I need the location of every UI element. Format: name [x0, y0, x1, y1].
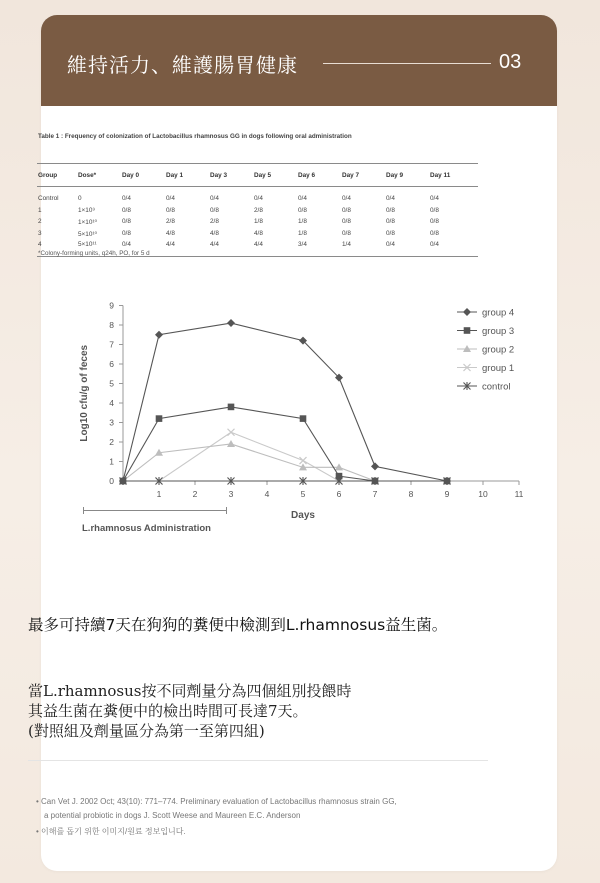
x-tick-label: 2: [192, 489, 198, 499]
table-cell: 0/8: [122, 206, 131, 214]
series-group-1: [120, 429, 451, 485]
data-point: [371, 462, 379, 470]
y-tick-label: 3: [109, 417, 114, 428]
y-tick-label: 9: [109, 300, 114, 311]
table-cell: 0/4: [430, 241, 439, 248]
table-cell: 2: [38, 218, 42, 225]
reference-line-3: • 이해를 돕기 위한 이미지/원료 정보입니다.: [36, 827, 186, 836]
data-point: [300, 415, 307, 422]
x-tick-label: 11: [514, 489, 524, 499]
reference-line-2: a potential probiotic in dogs J. Scott Weese and Maureen E.C. Anderson: [44, 811, 301, 820]
data-point: [372, 478, 379, 485]
table-cell: 0/8: [298, 206, 307, 214]
table-cell: 0/8: [122, 218, 131, 225]
body-line-2: 其益生菌在糞便中的檢出時間可長達7天。: [28, 702, 308, 720]
administration-bracket: [83, 510, 227, 511]
y-tick-label: 6: [109, 359, 114, 369]
y-tick-label: 4: [109, 398, 114, 408]
y-tick-label: 5: [109, 378, 114, 389]
table-header-cell: Day 1: [166, 172, 184, 179]
table-header-rule: [37, 186, 478, 187]
legend-item: [457, 382, 511, 393]
body-line-1: 當L.rhamnosus按不同劑量分為四個組別投餵時: [28, 682, 352, 700]
table-top-rule: [37, 163, 478, 164]
legend-item: [457, 326, 514, 337]
x-tick-label: 3: [228, 489, 234, 499]
colonization-line-chart: [0, 280, 600, 530]
body-line-3: (對照組及劑量區分為第一至第四組): [28, 722, 265, 740]
table-cell: 0/8: [386, 206, 395, 214]
table-cell: 3: [38, 229, 42, 237]
table-cell: 0/8: [122, 229, 131, 237]
table-header-cell: Group: [38, 172, 58, 179]
data-point: [227, 440, 235, 447]
x-tick-label: 1: [156, 489, 162, 499]
table-cell: 0/8: [386, 229, 395, 237]
table-cell: 3/4: [298, 241, 307, 248]
table-cell: 0/8: [210, 206, 219, 214]
table-cell: 1: [38, 206, 42, 214]
administration-bracket-start: [83, 507, 84, 514]
x-tick-label: 6: [336, 489, 342, 499]
table-cell: 0/4: [210, 195, 219, 202]
headline: 最多可持續7天在狗狗的糞便中檢測到L.rhamnosus益生菌。: [28, 616, 448, 634]
x-axis-label: Days: [291, 510, 315, 521]
table-cell: 4/8: [166, 229, 175, 237]
x-tick-label: 8: [408, 489, 414, 499]
data-point: [227, 319, 235, 327]
legend-label: group 1: [482, 363, 515, 374]
series-group-4: [119, 319, 451, 485]
table-cell: 1/8: [298, 218, 307, 225]
series-line: [123, 432, 447, 481]
y-tick-label: 2: [109, 437, 114, 447]
table-cell: 4/8: [254, 229, 263, 237]
table-cell: 4: [38, 241, 42, 248]
data-point: [300, 457, 307, 464]
data-point: [336, 473, 343, 480]
table-cell: 0/4: [122, 241, 131, 248]
table-cell: 0/8: [386, 218, 395, 225]
series-group-2: [119, 440, 451, 484]
legend-marker: [463, 308, 471, 316]
legend-label: group 4: [482, 307, 515, 319]
table-cell: 1/4: [342, 241, 351, 248]
table-header-cell: Day 6: [298, 172, 316, 179]
table-cell: 5×10¹¹: [78, 241, 97, 248]
section-title: 維持活力、維護腸胃健康: [67, 53, 298, 77]
table-header-cell: Day 0: [122, 172, 140, 179]
y-tick-label: 0: [109, 476, 114, 486]
series-line: [123, 323, 447, 481]
table-cell: 2/8: [210, 218, 219, 225]
legend-item: [457, 308, 514, 319]
y-tick-label: 1: [109, 456, 114, 467]
x-tick-label: 4: [264, 489, 270, 499]
table-cell: 4/4: [210, 241, 219, 248]
table-cell: 0/4: [166, 195, 175, 202]
x-tick-label: 9: [444, 489, 450, 499]
data-point: [155, 331, 163, 339]
series-line: [123, 407, 447, 481]
table-cell: 0/8: [166, 206, 175, 214]
legend-label: control: [482, 381, 511, 393]
table-cell: 0/4: [298, 195, 307, 202]
table-header-cell: Day 5: [254, 172, 272, 179]
table-cell: 0/4: [386, 241, 395, 248]
table-cell: 0/4: [386, 195, 395, 202]
table-cell: 0/8: [342, 229, 351, 237]
table-cell: 0: [78, 195, 82, 202]
table-cell: 1×10⁹: [78, 206, 96, 214]
legend-marker: [464, 327, 471, 334]
x-tick-label: 10: [478, 489, 488, 499]
reference-divider: [28, 760, 488, 761]
legend-item: [457, 363, 514, 374]
table-header-cell: Day 7: [342, 172, 360, 179]
data-point: [228, 429, 235, 436]
table-cell: 0/4: [122, 195, 131, 202]
table-cell: 0/8: [430, 206, 439, 214]
y-axis-label: Log10 cfu/g of feces: [79, 344, 90, 442]
table-cell: 4/4: [166, 241, 175, 248]
legend-label: group 2: [482, 344, 515, 356]
table-cell: 0/8: [342, 206, 351, 214]
administration-bracket-end: [226, 507, 227, 514]
table-cell: 0/4: [342, 195, 351, 202]
table-caption: Table 1 : Frequency of colonization of Lactobacillus rhamnosus GG in dogs following oral administration: [38, 133, 352, 140]
table-cell: 0/8: [430, 218, 439, 225]
table-cell: 1/8: [298, 229, 307, 237]
table-cell: 2/8: [166, 218, 175, 225]
table-header-cell: Day 11: [430, 172, 451, 179]
table-cell: 1×10¹⁰: [78, 219, 98, 226]
data-point: [228, 404, 235, 411]
series-group-3: [120, 404, 451, 485]
table-header-cell: Dose*: [78, 172, 97, 179]
table-cell: 0/4: [430, 195, 439, 202]
series-line: [123, 444, 447, 481]
x-tick-label: 7: [372, 489, 378, 499]
table-cell: 2/8: [254, 206, 263, 214]
table-cell: 1/8: [254, 218, 263, 225]
table-cell: Control: [38, 195, 59, 202]
section-header: [41, 15, 557, 106]
table-cell: 4/4: [254, 241, 263, 248]
table-cell: 0/4: [254, 195, 263, 202]
y-tick-label: 8: [109, 320, 114, 330]
table-header-cell: Day 3: [210, 172, 228, 179]
administration-label: L.rhamnosus Administration: [82, 523, 211, 534]
y-tick-label: 7: [109, 339, 114, 350]
table-cell: 5×10¹⁰: [78, 230, 98, 238]
table-cell: 0/8: [430, 229, 439, 237]
section-number: 03: [499, 51, 522, 73]
table-header-cell: Day 9: [386, 172, 404, 179]
table-cell: 4/8: [210, 229, 219, 237]
header-divider: [323, 63, 491, 64]
legend-label: group 3: [482, 326, 515, 337]
legend-item: [457, 345, 514, 356]
reference-line-1: • Can Vet J. 2002 Oct; 43(10): 771–774. Preliminary evaluation of Lactobacillus rhamnosus strain GG,: [36, 797, 397, 806]
data-point: [156, 415, 163, 422]
table-footnote: *Colony-forming units, q24h, PO, for 5 d: [38, 250, 150, 257]
x-tick-label: 5: [300, 489, 306, 499]
table-cell: 0/8: [342, 218, 351, 225]
